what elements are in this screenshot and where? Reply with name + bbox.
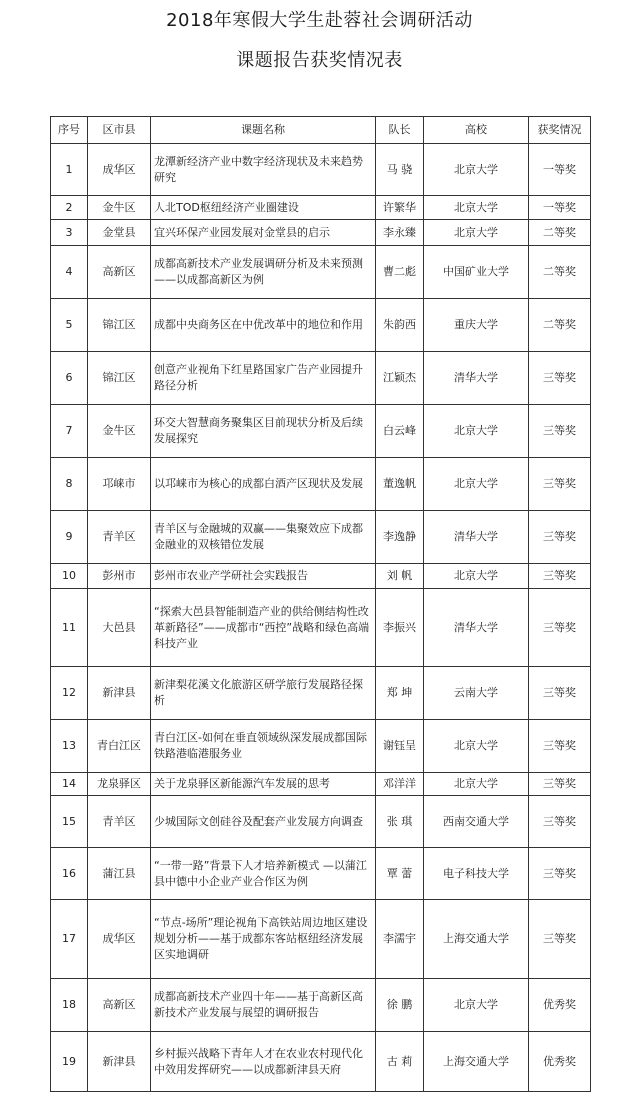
cell-award: 三等奖 xyxy=(529,589,591,667)
cell-no: 12 xyxy=(51,667,88,720)
cell-topic: 以邛崃市为核心的成都白酒产区现状及发展 xyxy=(151,458,376,511)
cell-district: 成华区 xyxy=(88,144,151,196)
cell-school: 上海交通大学 xyxy=(424,900,529,979)
cell-leader: 许繁华 xyxy=(376,196,424,220)
cell-school: 北京大学 xyxy=(424,144,529,196)
cell-topic: 少城国际文创硅谷及配套产业发展方向调查 xyxy=(151,796,376,848)
cell-leader: 邓洋洋 xyxy=(376,773,424,796)
cell-district: 高新区 xyxy=(88,979,151,1032)
cell-district: 金堂县 xyxy=(88,220,151,246)
cell-leader: 朱韵西 xyxy=(376,299,424,352)
cell-district: 新津县 xyxy=(88,1032,151,1092)
cell-award: 三等奖 xyxy=(529,458,591,511)
cell-district: 新津县 xyxy=(88,667,151,720)
cell-award: 三等奖 xyxy=(529,667,591,720)
cell-leader: 覃 蕾 xyxy=(376,848,424,900)
table-row xyxy=(51,848,591,900)
cell-district: 锦江区 xyxy=(88,352,151,405)
cell-school: 重庆大学 xyxy=(424,299,529,352)
cell-district: 大邑县 xyxy=(88,589,151,667)
cell-leader: 徐 鹏 xyxy=(376,979,424,1032)
cell-school: 北京大学 xyxy=(424,720,529,773)
cell-leader: 谢钰呈 xyxy=(376,720,424,773)
table-row xyxy=(51,773,591,796)
cell-district: 青羊区 xyxy=(88,511,151,564)
cell-no: 7 xyxy=(51,405,88,458)
cell-topic: “节点-场所”理论视角下高铁站周边地区建设规划分析——基于成都东客站枢纽经济发展区实地调研 xyxy=(151,900,376,979)
cell-topic: 宜兴环保产业园发展对金堂县的启示 xyxy=(151,220,376,246)
cell-no: 17 xyxy=(51,900,88,979)
award-table xyxy=(50,116,591,1092)
table-row xyxy=(51,900,591,979)
header-leader: 队长 xyxy=(376,117,424,144)
table-row xyxy=(51,720,591,773)
cell-award: 三等奖 xyxy=(529,405,591,458)
cell-leader: 张 琪 xyxy=(376,796,424,848)
cell-topic: 新津梨花溪文化旅游区研学旅行发展路径探析 xyxy=(151,667,376,720)
cell-award: 一等奖 xyxy=(529,196,591,220)
cell-no: 14 xyxy=(51,773,88,796)
cell-topic: 龙潭新经济产业中数字经济现状及未来趋势研究 xyxy=(151,144,376,196)
header-award: 获奖情况 xyxy=(529,117,591,144)
cell-no: 13 xyxy=(51,720,88,773)
table-row xyxy=(51,564,591,589)
cell-award: 优秀奖 xyxy=(529,1032,591,1092)
cell-no: 1 xyxy=(51,144,88,196)
cell-district: 高新区 xyxy=(88,246,151,299)
table-row xyxy=(51,144,591,196)
table-row xyxy=(51,1032,591,1092)
cell-award: 二等奖 xyxy=(529,220,591,246)
cell-school: 清华大学 xyxy=(424,589,529,667)
header-no: 序号 xyxy=(51,117,88,144)
cell-topic: 青白江区-如何在垂直领域纵深发展成都国际铁路港临港服务业 xyxy=(151,720,376,773)
cell-no: 16 xyxy=(51,848,88,900)
cell-leader: 李振兴 xyxy=(376,589,424,667)
cell-no: 9 xyxy=(51,511,88,564)
cell-award: 优秀奖 xyxy=(529,979,591,1032)
cell-district: 彭州市 xyxy=(88,564,151,589)
cell-award: 三等奖 xyxy=(529,900,591,979)
cell-no: 4 xyxy=(51,246,88,299)
table-title: 课题报告获奖情况表 xyxy=(236,50,403,71)
cell-leader: 董逸帆 xyxy=(376,458,424,511)
cell-topic: 乡村振兴战略下青年人才在农业农村现代化中效用发挥研究——以成都新津县天府 xyxy=(151,1032,376,1092)
cell-no: 19 xyxy=(51,1032,88,1092)
cell-school: 北京大学 xyxy=(424,458,529,511)
table-row xyxy=(51,589,591,667)
cell-school: 北京大学 xyxy=(424,196,529,220)
header-row xyxy=(51,117,591,144)
cell-district: 金牛区 xyxy=(88,196,151,220)
cell-school: 清华大学 xyxy=(424,352,529,405)
cell-school: 电子科技大学 xyxy=(424,848,529,900)
cell-topic: “探索大邑县智能制造产业的供给侧结构性改革新路径”——成都市“西控”战略和绿色高端科技产业 xyxy=(151,589,376,667)
cell-school: 北京大学 xyxy=(424,979,529,1032)
header-district: 区市县 xyxy=(88,117,151,144)
cell-topic: 创意产业视角下红星路国家广告产业园提升路径分析 xyxy=(151,352,376,405)
cell-no: 5 xyxy=(51,299,88,352)
cell-district: 青白江区 xyxy=(88,720,151,773)
table-row xyxy=(51,246,591,299)
cell-leader: 古 莉 xyxy=(376,1032,424,1092)
cell-topic: 成都高新技术产业发展调研分析及未来预测——以成都高新区为例 xyxy=(151,246,376,299)
cell-topic: 人北TOD枢纽经济产业圈建设 xyxy=(151,196,376,220)
table-row xyxy=(51,220,591,246)
cell-no: 15 xyxy=(51,796,88,848)
table-row xyxy=(51,796,591,848)
cell-school: 中国矿业大学 xyxy=(424,246,529,299)
cell-leader: 江颖杰 xyxy=(376,352,424,405)
cell-topic: “一带一路”背景下人才培养新模式 —以蒲江县中德中小企业产业合作区为例 xyxy=(151,848,376,900)
cell-award: 二等奖 xyxy=(529,246,591,299)
cell-no: 2 xyxy=(51,196,88,220)
cell-school: 西南交通大学 xyxy=(424,796,529,848)
cell-district: 蒲江县 xyxy=(88,848,151,900)
cell-award: 三等奖 xyxy=(529,773,591,796)
cell-award: 三等奖 xyxy=(529,848,591,900)
cell-topic: 彭州市农业产学研社会实践报告 xyxy=(151,564,376,589)
cell-no: 11 xyxy=(51,589,88,667)
cell-leader: 白云峰 xyxy=(376,405,424,458)
cell-topic: 成都高新技术产业四十年——基于高新区高新技术产业发展与展望的调研报告 xyxy=(151,979,376,1032)
cell-leader: 马 骁 xyxy=(376,144,424,196)
cell-topic: 环交大智慧商务聚集区目前现状分析及后续发展探究 xyxy=(151,405,376,458)
cell-school: 北京大学 xyxy=(424,220,529,246)
cell-award: 三等奖 xyxy=(529,352,591,405)
cell-no: 10 xyxy=(51,564,88,589)
cell-leader: 刘 帆 xyxy=(376,564,424,589)
table-row xyxy=(51,352,591,405)
page-title: 2018年寒假大学生赴蓉社会调研活动 xyxy=(166,10,473,31)
cell-district: 成华区 xyxy=(88,900,151,979)
cell-district: 金牛区 xyxy=(88,405,151,458)
cell-award: 三等奖 xyxy=(529,511,591,564)
cell-school: 清华大学 xyxy=(424,511,529,564)
cell-school: 北京大学 xyxy=(424,405,529,458)
cell-leader: 曹二彪 xyxy=(376,246,424,299)
header-topic: 课题名称 xyxy=(151,117,376,144)
cell-no: 6 xyxy=(51,352,88,405)
table-row xyxy=(51,458,591,511)
header-school: 高校 xyxy=(424,117,529,144)
cell-district: 青羊区 xyxy=(88,796,151,848)
cell-district: 龙泉驿区 xyxy=(88,773,151,796)
table-row xyxy=(51,979,591,1032)
cell-topic: 成都中央商务区在中优改革中的地位和作用 xyxy=(151,299,376,352)
table-row xyxy=(51,405,591,458)
cell-award: 三等奖 xyxy=(529,720,591,773)
cell-school: 云南大学 xyxy=(424,667,529,720)
cell-award: 三等奖 xyxy=(529,796,591,848)
table-row xyxy=(51,299,591,352)
cell-district: 锦江区 xyxy=(88,299,151,352)
cell-topic: 青羊区与金融城的双赢——集聚效应下成都金融业的双核错位发展 xyxy=(151,511,376,564)
cell-no: 8 xyxy=(51,458,88,511)
cell-leader: 郑 坤 xyxy=(376,667,424,720)
cell-no: 3 xyxy=(51,220,88,246)
cell-award: 三等奖 xyxy=(529,564,591,589)
cell-leader: 李永臻 xyxy=(376,220,424,246)
table-row xyxy=(51,511,591,564)
table-row xyxy=(51,667,591,720)
cell-school: 北京大学 xyxy=(424,773,529,796)
cell-no: 18 xyxy=(51,979,88,1032)
cell-school: 上海交通大学 xyxy=(424,1032,529,1092)
cell-award: 二等奖 xyxy=(529,299,591,352)
cell-leader: 李逸静 xyxy=(376,511,424,564)
cell-topic: 关于龙泉驿区新能源汽车发展的思考 xyxy=(151,773,376,796)
cell-award: 一等奖 xyxy=(529,144,591,196)
table-row xyxy=(51,196,591,220)
cell-leader: 李濡宇 xyxy=(376,900,424,979)
cell-district: 邛崃市 xyxy=(88,458,151,511)
cell-school: 北京大学 xyxy=(424,564,529,589)
